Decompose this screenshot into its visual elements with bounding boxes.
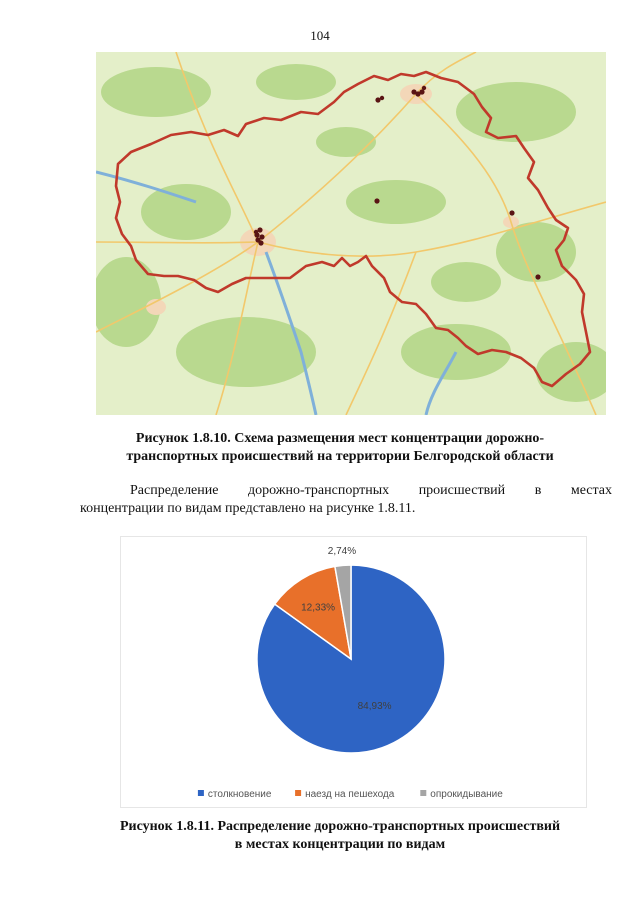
pie-legend	[198, 789, 503, 800]
legend-label-1: столкновение	[207, 789, 272, 800]
pie-caption	[60, 818, 620, 854]
pie-slices	[257, 565, 445, 753]
paragraph-line2: концентрации по видам представлено на рисунке 1.8.11.	[80, 501, 416, 516]
paragraph-line1: Распределение дорожно-транспортных происшествий в местах	[130, 483, 612, 498]
legend-swatch-3	[420, 790, 426, 796]
pie-caption-line1: Рисунок 1.8.11. Распределение дорожно-транспортных происшествий	[119, 819, 561, 834]
body-paragraph	[80, 482, 612, 518]
pie-data-label-1: 84,93%	[357, 701, 392, 713]
map-caption-line2: транспортных происшествий на территории Белгородской области	[126, 449, 554, 464]
region-map	[96, 52, 606, 415]
map-caption	[60, 430, 620, 466]
legend-label-2: наезд на пешехода	[305, 789, 395, 800]
pie-chart	[121, 537, 586, 807]
pie-caption-line2: в местах концентрации по видам	[234, 837, 446, 852]
pie-data-label-2: 12,33%	[301, 602, 336, 614]
map-figure	[96, 52, 606, 415]
legend-label-3: опрокидывание	[430, 789, 503, 800]
legend-swatch-1	[198, 790, 204, 796]
page-number: 104	[310, 28, 330, 43]
map-caption-line1: Рисунок 1.8.10. Схема размещения мест концентрации дорожно-	[135, 431, 545, 446]
pie-chart-box	[120, 536, 587, 808]
legend-swatch-2	[295, 790, 301, 796]
pie-data-label-3: 2,74%	[327, 546, 357, 558]
